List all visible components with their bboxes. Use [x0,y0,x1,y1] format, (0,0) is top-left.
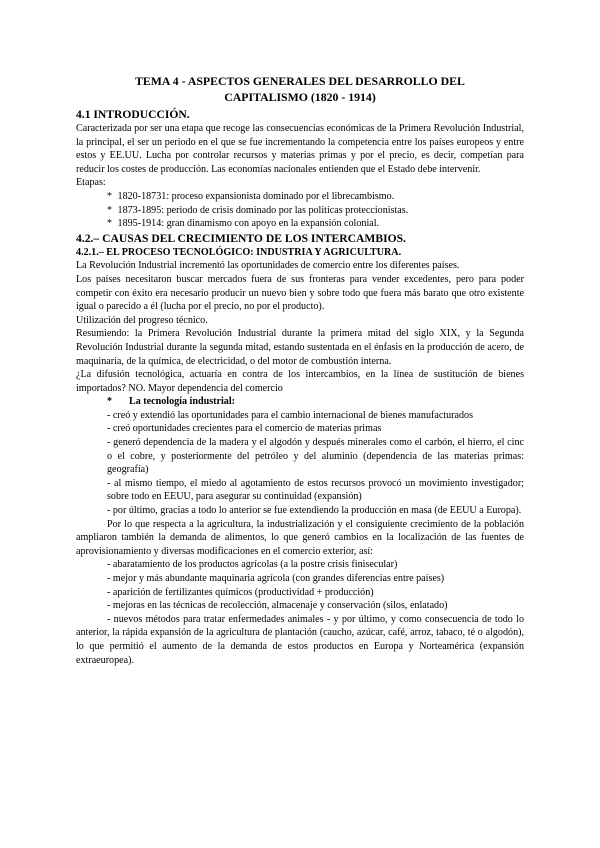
asterisk-bullet-icon: * [107,218,113,230]
section-heading-4-2: 4.2.– CAUSAS DEL CRECIMIENTO DE LOS INTERCAMBIOS. [76,231,406,245]
tech-item: - creó oportunidades crecientes para el comercio de materias primas [107,423,382,435]
document-page [76,74,524,667]
agriculture-paragraph: Por lo que respecta a la agricultura, la industrialización y el consiguiente crecimiento de la población ampliaron también la demanda de alimentos, lo que generó cambios en la localización de las fuentes de aprovisionamiento y diversas modificaciones en el comercio exterior, así: [76,518,524,557]
title-line-2: CAPITALISMO (1820 - 1914) [224,89,376,104]
paragraph: Resumiendo: la Primera Revolución Industrial durante la primera mitad del siglo XIX, y la Segunda Revolución Industrial durante la segunda mitad, estando sustentada en el énfasis en la producción de acero, de maquinaria, de la química, de electricidad, o del motor de combustión interna. [76,328,524,367]
agri-item: - aparición de fertilizantes químicos (productividad + producción) [107,586,374,598]
agri-item: - nuevos métodos para tratar enfermedades animales - y por último, y como consecuencia de todo lo anterior, la rápida expansión de la agricultura de plantación (caucho, azúcar, café, arroz, tabaco, té o algodón), lo que permitió el aumento de la demanda de estos productos en Europa y Norteamérica (expansión extraeuropea). [76,613,524,666]
stage-item [76,204,524,218]
paragraph: ¿La difusión tecnológica, actuaría en contra de los intercambios, en la línea de sustitución de bienes importados? NO. Mayor dependencia del comercio [76,369,524,394]
tech-item: - por último, gracias a todo lo anterior se fue extendiendo la producción en masa (de EEUU a Europa). [107,505,522,517]
tech-item: - al mismo tiempo, el miedo al agotamiento de estos recursos provocó un movimiento investigador; sobre todo en EEUU, para asegurar su continuidad (expansión) [107,477,524,503]
paragraph: Utilización del progreso técnico. [76,314,208,326]
agri-item: - mejoras en las técnicas de recolección, almacenaje y conservación (silos, enlatado) [107,600,448,612]
section-heading-4-1: 4.1 INTRODUCCIÓN. [76,108,190,121]
stage-item [76,217,524,231]
tech-label-text: La tecnología industrial: [129,396,235,408]
stage-text: 1895-1914: gran dinamismo con apoyo en la expansión colonial. [117,218,380,230]
asterisk-bullet-icon: * [107,396,113,408]
tech-item: - creó y extendió las oportunidades para el cambio internacional de bienes manufacturados [107,409,474,421]
intro-paragraph: Caracterizada por ser una etapa que recoge las consecuencias económicas de la Primera Revolución Industrial, la principal, el ser un periodo en el que se fue incrementando la competencia entre los países europeos y entre estos y EE.UU. Lucha por controlar recursos y materias primas y por el precio, es decir, competían para reducir los costes de producción. Las economías nacionales entienden que el Estado debe intervenir. [76,123,524,175]
title-line-1: TEMA 4 - ASPECTOS GENERALES DEL DESARROLLO DEL [135,74,465,88]
stage-text: 1873-1895: periodo de crisis dominado por las políticas proteccionistas. [117,204,409,216]
paragraph: Los países necesitaron buscar mercados fuera de sus fronteras para vender excedentes, pero para poder competir con éxito era necesario producir un nuevo bien y sobre todo que fuera más barato que otro existente igual o parecido a él (lucha por el precio, no por el producto). [76,273,524,313]
paragraph: La Revolución Industrial incrementó las oportunidades de comercio entre los diferentes países. [76,260,460,272]
stage-text: 1820-18731: proceso expansionista dominado por el librecambismo. [117,190,395,202]
tech-item: - generó dependencia de la madera y el algodón y después minerales como el carbón, el hierro, el cinc o el cobre, y posteriormente del petróleo y del aluminio (dependencia de las materias primas: geografía) [107,437,524,476]
agri-item: - mejor y más abundante maquinaria agrícola (con grandes diferencias entre países) [107,573,445,584]
subsection-heading-4-2-1: 4.2.1.– EL PROCESO TECNOLÓGICO: INDUSTRIA Y AGRICULTURA. [76,246,402,258]
document-title [76,74,524,105]
asterisk-bullet-icon: * [107,204,113,216]
stage-item [76,190,524,204]
stages-label: Etapas: [76,177,106,189]
asterisk-bullet-icon: * [107,190,113,202]
tech-label [76,395,524,409]
agri-item: - abaratamiento de los productos agrícolas (a la postre crisis finisecular) [107,559,398,571]
